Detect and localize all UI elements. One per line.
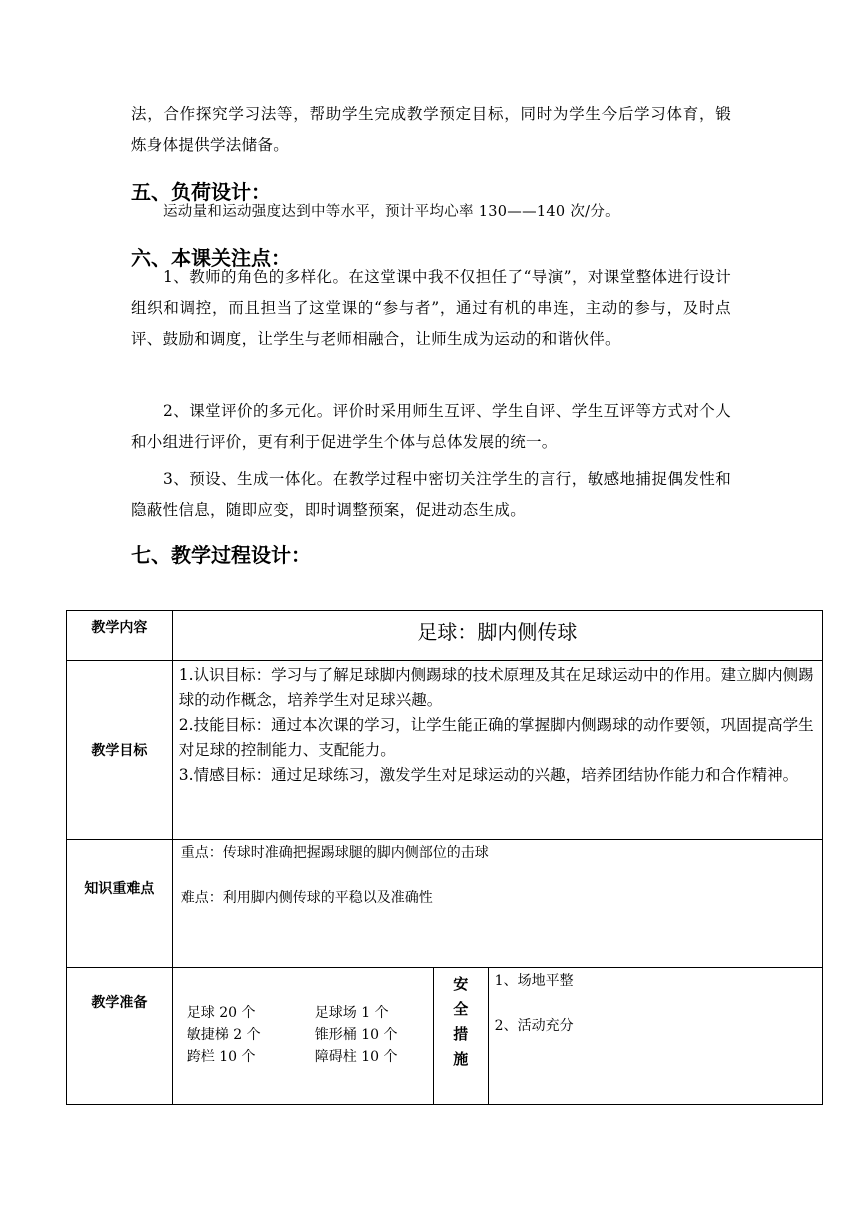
goals-label: 教学目标 <box>91 743 148 759</box>
table-row-content <box>67 611 823 661</box>
section-5-text: 运动量和运动强度达到中等水平，预计平均心率 130——140 次/分。 <box>163 204 620 220</box>
focus-point-1: 1、教师的角色的多样化。在这堂课中我不仅担任了“导演”，对课堂整体进行设计组织和调控，而且担当了这堂课的“参与者”，通过有机的串连，主动的参与，及时点评、鼓励和调度，让学生与老师相融合，让师生成为运动的和谐伙伴。 <box>131 268 731 348</box>
goals-value-cell <box>172 661 822 840</box>
intro-paragraph: 法，合作探究学习法等，帮助学生完成教学预定目标，同时为学生今后学习体育，锻炼身体提供学法储备。 <box>131 105 731 154</box>
section-6-heading: 六、本课关注点： <box>131 246 291 270</box>
focus-point-2: 2、课堂评价的多元化。评价时采用师生互评、学生自评、学生互评等方式对个人和小组进行评价，更有利于促进学生个体与总体发展的统一。 <box>131 402 731 451</box>
table-row-keypoints <box>67 840 823 968</box>
equipment-item: 障碍柱 10 个 <box>314 1049 398 1065</box>
safety-items-cell <box>488 968 822 1105</box>
content-label: 教学内容 <box>91 620 148 636</box>
safety-label-char: 全 <box>453 1000 469 1018</box>
equipment-list <box>187 1002 427 1068</box>
focus-point-3: 3、预设、生成一体化。在教学过程中密切关注学生的言行，敏感地捕捉偶发性和隐蔽性信息，随即应变，即时调整预案，促进动态生成。 <box>131 470 731 519</box>
safety-label-cell <box>433 968 488 1105</box>
safety-item: 2、活动充分 <box>494 1018 574 1034</box>
lesson-plan-table <box>66 610 823 1105</box>
safety-label-char: 安 <box>453 975 469 993</box>
table-row-prep <box>67 968 823 1105</box>
safety-label-char: 措 <box>453 1025 469 1043</box>
prep-label: 教学准备 <box>91 995 148 1011</box>
equipment-item: 锥形桶 10 个 <box>314 1027 398 1043</box>
equipment-item: 敏捷梯 2 个 <box>186 1027 261 1043</box>
safety-label-char: 施 <box>453 1050 469 1068</box>
goals-label-cell <box>67 661 173 840</box>
keypoints-label: 知识重难点 <box>84 880 155 897</box>
key-point-text: 重点：传球时准确把握踢球腿的脚内侧部位的击球 <box>180 845 489 861</box>
safety-item: 1、场地平整 <box>494 973 574 989</box>
equipment-cell <box>172 968 433 1105</box>
keypoints-label-cell <box>67 840 173 968</box>
equipment-item: 跨栏 10 个 <box>186 1049 256 1065</box>
content-label-cell <box>67 611 173 661</box>
goal-item: 2.技能目标：通过本次课的学习，让学生能正确的掌握脚内侧踢球的动作要领，巩固提高学生对足球的控制能力、支配能力。 <box>178 716 814 759</box>
lesson-topic: 足球：脚内侧传球 <box>417 620 578 644</box>
safety-label <box>451 972 471 1072</box>
table-row-goals <box>67 661 823 840</box>
content-value-cell <box>172 611 822 661</box>
prep-label-cell <box>67 968 173 1105</box>
section-7-heading: 七、教学过程设计： <box>131 543 311 567</box>
goal-item: 3.情感目标：通过足球练习，激发学生对足球运动的兴趣，培养团结协作能力和合作精神。 <box>178 766 799 784</box>
equipment-item: 足球 20 个 <box>186 1005 256 1021</box>
keypoints-value-cell <box>172 840 822 968</box>
section-5-heading: 五、负荷设计： <box>131 180 271 204</box>
difficulty-text: 难点：利用脚内侧传球的平稳以及准确性 <box>180 890 433 906</box>
goal-item: 1.认识目标：学习与了解足球脚内侧踢球的技术原理及其在足球运动中的作用。建立脚内侧踢球的动作概念，培养学生对足球兴趣。 <box>178 666 814 709</box>
equipment-item: 足球场 1 个 <box>314 1005 389 1021</box>
